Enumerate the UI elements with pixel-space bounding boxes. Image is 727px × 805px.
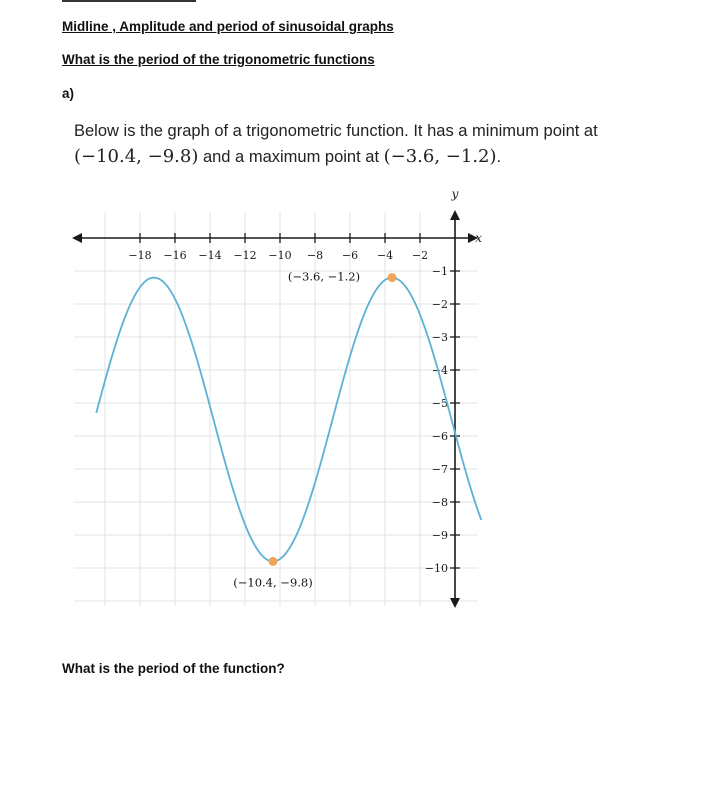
maximum-point-label: (−3.6, −1.2) (287, 269, 361, 284)
problem-description (74, 119, 598, 170)
y-axis-bottom-arrow (450, 598, 460, 608)
x-tick-label: −6 (341, 249, 359, 262)
sinusoid-graph (70, 190, 482, 615)
y-tick-label: −10 (424, 562, 448, 575)
x-tick-label: −8 (306, 249, 324, 262)
x-tick-label: −18 (128, 249, 152, 262)
y-tick-label: −3 (431, 331, 448, 344)
y-tick-label: −2 (431, 298, 448, 311)
description-connector: and a maximum point at (198, 148, 384, 166)
question-text: What is the period of the function? (62, 661, 285, 676)
x-tick-label: −14 (198, 249, 222, 262)
x-tick-label: −4 (376, 249, 394, 262)
page-heading: Midline , Amplitude and period of sinusoidal graphs (62, 19, 394, 34)
y-tick-label: −8 (431, 496, 448, 509)
maximum-point-marker (388, 273, 397, 282)
y-tick-label: −4 (431, 364, 448, 377)
y-axis-label: y (451, 190, 459, 201)
description-end: . (496, 148, 502, 166)
grid-lines (74, 212, 478, 606)
minimum-point-text: (−10.4, −9.8) (74, 146, 199, 167)
section-subheading: What is the period of the trigonometric functions (62, 52, 375, 67)
top-rule (62, 0, 196, 2)
y-tick-label: −5 (431, 397, 448, 410)
part-label: a) (62, 86, 75, 101)
y-tick-label: −9 (431, 529, 448, 542)
maximum-point-text: (−3.6, −1.2) (383, 146, 497, 167)
y-axis-top-arrow (450, 210, 460, 220)
minimum-point-marker (269, 557, 278, 566)
x-axis-left-arrow (72, 233, 82, 243)
description-line-1: Below is the graph of a trigonometric function. It has a minimum point at (74, 122, 598, 140)
sinusoid-curve (96, 278, 481, 562)
x-axis-label: x (475, 231, 482, 245)
y-tick-label: −1 (431, 265, 448, 278)
x-tick-label: −2 (411, 249, 429, 262)
y-tick-label: −6 (431, 430, 448, 443)
axis-ticks (128, 233, 460, 575)
x-tick-label: −10 (268, 249, 292, 262)
x-tick-label: −16 (163, 249, 187, 262)
x-tick-label: −12 (233, 249, 257, 262)
y-tick-label: −7 (431, 463, 448, 476)
description-line-2 (74, 144, 598, 170)
minimum-point-label: (−10.4, −9.8) (233, 575, 313, 590)
